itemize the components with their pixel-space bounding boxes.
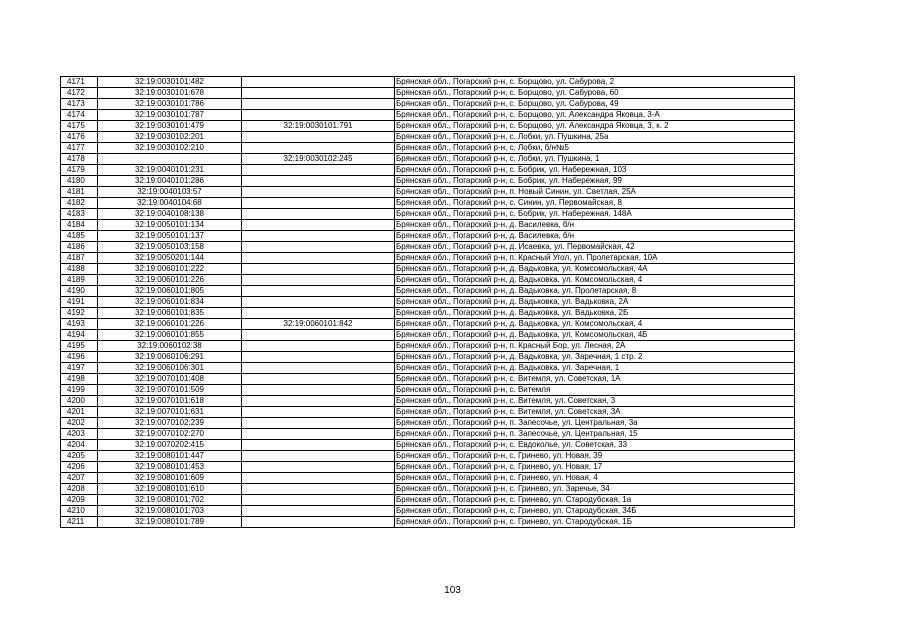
address-cell: Брянская обл., Погарский р-н, с. Гринево, ул. Новая, 17 [395, 462, 795, 473]
table-row [61, 319, 795, 330]
address-cell: Брянская обл., Погарский р-н, д. Вадьковка, ул. Комсомольская, 4А [395, 264, 795, 275]
table-row [61, 297, 795, 308]
secondary-cadastral-number-cell [242, 484, 395, 495]
address-cell: Брянская обл., Погарский р-н, с. Борщово, ул. Александра Яковца, 3-А [395, 110, 795, 121]
row-number-cell: 4194 [61, 330, 98, 341]
address-cell: Брянская обл., Погарский р-н, д. Вадьковка, ул. Вадьковка, 2Б [395, 308, 795, 319]
cadastral-number-cell: 32:19:0070101:631 [98, 407, 242, 418]
address-cell: Брянская обл., Погарский р-н, с. Витемля, ул. Советская, 3А [395, 407, 795, 418]
table-row [61, 77, 795, 88]
cadastral-number-cell: 32:19:0030102:201 [98, 132, 242, 143]
address-cell: Брянская обл., Погарский р-н, с. Гринево, ул. Стародубская, 1а [395, 495, 795, 506]
table-row [61, 352, 795, 363]
cadastral-number-cell: 32:19:0060101:226 [98, 319, 242, 330]
table-row [61, 330, 795, 341]
address-cell: Брянская обл., Погарский р-н, с. Бобрик, ул. Набережная, 103 [395, 165, 795, 176]
address-cell: Брянская обл., Погарский р-н, с. Евдоколье, ул. Советская, 33 [395, 440, 795, 451]
cadastral-number-cell: 32:19:0080101:610 [98, 484, 242, 495]
address-cell: Брянская обл., Погарский р-н, д. Вадьковка, ул. Пролетарская, 8 [395, 286, 795, 297]
table-row [61, 198, 795, 209]
row-number-cell: 4192 [61, 308, 98, 319]
row-number-cell: 4193 [61, 319, 98, 330]
row-number-cell: 4190 [61, 286, 98, 297]
cadastral-number-cell: 32:19:0050101:137 [98, 231, 242, 242]
cadastral-number-cell: 32:19:0060106:291 [98, 352, 242, 363]
row-number-cell: 4176 [61, 132, 98, 143]
table-row [61, 187, 795, 198]
cadastral-number-cell: 32:19:0060101:805 [98, 286, 242, 297]
table-row [61, 242, 795, 253]
address-cell: Брянская обл., Погарский р-н, д. Вадьковка, ул. Заречная, 1 стр. 2 [395, 352, 795, 363]
cadastral-number-cell: 32:19:0030101:482 [98, 77, 242, 88]
row-number-cell: 4173 [61, 99, 98, 110]
address-cell: Брянская обл., Погарский р-н, с. Гринево, ул. Стародубская, 1Б [395, 517, 795, 528]
cadastral-number-cell: 32:19:0070202:415 [98, 440, 242, 451]
address-cell: Брянская обл., Погарский р-н, с. Бобрик, ул. Набережная, 99 [395, 176, 795, 187]
secondary-cadastral-number-cell [242, 473, 395, 484]
table-row [61, 396, 795, 407]
secondary-cadastral-number-cell [242, 88, 395, 99]
cadastral-number-cell: 32:19:0070102:270 [98, 429, 242, 440]
secondary-cadastral-number-cell [242, 451, 395, 462]
secondary-cadastral-number-cell [242, 396, 395, 407]
address-cell: Брянская обл., Погарский р-н, с. Лобки, ул. Пушкина, 25а [395, 132, 795, 143]
secondary-cadastral-number-cell [242, 198, 395, 209]
secondary-cadastral-number-cell [242, 297, 395, 308]
secondary-cadastral-number-cell [242, 253, 395, 264]
row-number-cell: 4203 [61, 429, 98, 440]
table-row [61, 99, 795, 110]
secondary-cadastral-number-cell [242, 341, 395, 352]
cadastral-number-cell: 32:19:0080101:702 [98, 495, 242, 506]
secondary-cadastral-number-cell [242, 143, 395, 154]
table-row [61, 132, 795, 143]
row-number-cell: 4204 [61, 440, 98, 451]
secondary-cadastral-number-cell [242, 495, 395, 506]
row-number-cell: 4189 [61, 275, 98, 286]
address-cell: Брянская обл., Погарский р-н, с. Гринево, ул. Заречье, 34 [395, 484, 795, 495]
row-number-cell: 4186 [61, 242, 98, 253]
table-row [61, 253, 795, 264]
page-number: 103 [444, 585, 461, 596]
row-number-cell: 4184 [61, 220, 98, 231]
row-number-cell: 4179 [61, 165, 98, 176]
table-row [61, 451, 795, 462]
row-number-cell: 4196 [61, 352, 98, 363]
cadastral-number-cell: 32:19:0060101:222 [98, 264, 242, 275]
secondary-cadastral-number-cell [242, 99, 395, 110]
secondary-cadastral-number-cell [242, 440, 395, 451]
cadastral-number-cell: 32:19:0050103:158 [98, 242, 242, 253]
secondary-cadastral-number-cell [242, 462, 395, 473]
table-row [61, 517, 795, 528]
table-row [61, 484, 795, 495]
row-number-cell: 4171 [61, 77, 98, 88]
row-number-cell: 4174 [61, 110, 98, 121]
secondary-cadastral-number-cell [242, 165, 395, 176]
address-cell: Брянская обл., Погарский р-н, с. Синин, ул. Первомайская, 8 [395, 198, 795, 209]
row-number-cell: 4175 [61, 121, 98, 132]
secondary-cadastral-number-cell [242, 374, 395, 385]
cadastral-number-cell: 32:19:0070101:509 [98, 385, 242, 396]
cadastral-number-cell: 32:19:0030101:787 [98, 110, 242, 121]
secondary-cadastral-number-cell [242, 110, 395, 121]
secondary-cadastral-number-cell [242, 275, 395, 286]
secondary-cadastral-number-cell: 32:19:0060101:842 [242, 319, 395, 330]
table-row [61, 407, 795, 418]
row-number-cell: 4191 [61, 297, 98, 308]
cadastral-number-cell: 32:19:0030101:479 [98, 121, 242, 132]
secondary-cadastral-number-cell [242, 264, 395, 275]
cadastral-number-cell: 32:19:0030101:786 [98, 99, 242, 110]
secondary-cadastral-number-cell [242, 209, 395, 220]
row-number-cell: 4187 [61, 253, 98, 264]
row-number-cell: 4178 [61, 154, 98, 165]
secondary-cadastral-number-cell [242, 418, 395, 429]
address-cell: Брянская обл., Погарский р-н, д. Василевка, б/н [395, 231, 795, 242]
address-cell: Брянская обл., Погарский р-н, д. Вадьковка, ул. Вадьковка, 2А [395, 297, 795, 308]
table-row [61, 165, 795, 176]
table-row [61, 440, 795, 451]
address-cell: Брянская обл., Погарский р-н, с. Лобки, ул. Пушкина, 1 [395, 154, 795, 165]
cadastral-number-cell: 32:19:0040104:68 [98, 198, 242, 209]
table-row [61, 264, 795, 275]
row-number-cell: 4210 [61, 506, 98, 517]
secondary-cadastral-number-cell: 32:19:0030101:791 [242, 121, 395, 132]
secondary-cadastral-number-cell [242, 506, 395, 517]
secondary-cadastral-number-cell [242, 242, 395, 253]
secondary-cadastral-number-cell [242, 330, 395, 341]
table-row [61, 110, 795, 121]
table-row [61, 176, 795, 187]
row-number-cell: 4172 [61, 88, 98, 99]
secondary-cadastral-number-cell [242, 187, 395, 198]
address-cell: Брянская обл., Погарский р-н, с. Витемля [395, 385, 795, 396]
secondary-cadastral-number-cell [242, 385, 395, 396]
address-cell: Брянская обл., Погарский р-н, п. Новый Синин, ул. Светлая, 25А [395, 187, 795, 198]
table-row [61, 286, 795, 297]
cadastral-number-cell: 32:19:0080101:789 [98, 517, 242, 528]
row-number-cell: 4177 [61, 143, 98, 154]
address-cell: Брянская обл., Погарский р-н, д. Вадьковка, ул. Заречная, 1 [395, 363, 795, 374]
cadastral-number-cell: 32:19:0080101:447 [98, 451, 242, 462]
row-number-cell: 4211 [61, 517, 98, 528]
cadastral-number-cell: 32:19:0070101:408 [98, 374, 242, 385]
cadastral-number-cell: 32:19:0040103:57 [98, 187, 242, 198]
secondary-cadastral-number-cell [242, 363, 395, 374]
address-cell: Брянская обл., Погарский р-н, п. Запесочье, ул. Центральная, 15 [395, 429, 795, 440]
address-cell: Брянская обл., Погарский р-н, с. Гринево, ул. Новая, 39 [395, 451, 795, 462]
row-number-cell: 4182 [61, 198, 98, 209]
table-row [61, 506, 795, 517]
row-number-cell: 4208 [61, 484, 98, 495]
table-row [61, 363, 795, 374]
table-row [61, 385, 795, 396]
row-number-cell: 4206 [61, 462, 98, 473]
cadastral-number-cell: 32:19:0080101:453 [98, 462, 242, 473]
address-cell: Брянская обл., Погарский р-н, д. Вадьковка, ул. Комсомольская, 4Б [395, 330, 795, 341]
row-number-cell: 4200 [61, 396, 98, 407]
cadastral-number-cell: 32:19:0040108:138 [98, 209, 242, 220]
table-row [61, 231, 795, 242]
table-row [61, 374, 795, 385]
address-cell: Брянская обл., Погарский р-н, д. Вадьковка, ул. Комсомольская, 4 [395, 319, 795, 330]
cadastral-number-cell: 32:19:0050201:144 [98, 253, 242, 264]
secondary-cadastral-number-cell [242, 429, 395, 440]
cadastral-number-cell: 32:19:0080101:703 [98, 506, 242, 517]
cadastral-number-cell: 32:19:0060102:38 [98, 341, 242, 352]
property-table-body [61, 77, 795, 528]
secondary-cadastral-number-cell [242, 132, 395, 143]
row-number-cell: 4207 [61, 473, 98, 484]
cadastral-number-cell: 32:19:0060101:835 [98, 308, 242, 319]
address-cell: Брянская обл., Погарский р-н, с. Витемля, ул. Советская, 3 [395, 396, 795, 407]
secondary-cadastral-number-cell [242, 407, 395, 418]
address-cell: Брянская обл., Погарский р-н, с. Борщово, ул. Александра Яковца, 3, к. 2 [395, 121, 795, 132]
row-number-cell: 4209 [61, 495, 98, 506]
secondary-cadastral-number-cell [242, 286, 395, 297]
secondary-cadastral-number-cell [242, 77, 395, 88]
address-cell: Брянская обл., Погарский р-н, с. Борщово, ул. Сабурова, 49 [395, 99, 795, 110]
row-number-cell: 4181 [61, 187, 98, 198]
secondary-cadastral-number-cell [242, 220, 395, 231]
row-number-cell: 4202 [61, 418, 98, 429]
address-cell: Брянская обл., Погарский р-н, с. Гринево, ул. Стародубская, 34Б [395, 506, 795, 517]
address-cell: Брянская обл., Погарский р-н, с. Витемля, ул. Советская, 1А [395, 374, 795, 385]
table-row [61, 121, 795, 132]
address-cell: Брянская обл., Погарский р-н, п. Запесочье, ул. Центральная, 3а [395, 418, 795, 429]
address-cell: Брянская обл., Погарский р-н, д. Исаевка, ул. Первомайская, 42 [395, 242, 795, 253]
table-row [61, 495, 795, 506]
cadastral-number-cell: 32:19:0060101:834 [98, 297, 242, 308]
table-row [61, 209, 795, 220]
address-cell: Брянская обл., Погарский р-н, с. Борщово, ул. Сабурова, 60 [395, 88, 795, 99]
table-row [61, 418, 795, 429]
row-number-cell: 4185 [61, 231, 98, 242]
address-cell: Брянская обл., Погарский р-н, с. Гринево, ул. Новая, 4 [395, 473, 795, 484]
address-cell: Брянская обл., Погарский р-н, с. Бобрик, ул. Набережная, 148А [395, 209, 795, 220]
cadastral-number-cell: 32:19:0060101:855 [98, 330, 242, 341]
secondary-cadastral-number-cell [242, 176, 395, 187]
secondary-cadastral-number-cell [242, 308, 395, 319]
row-number-cell: 4197 [61, 363, 98, 374]
cadastral-number-cell: 32:19:0060101:226 [98, 275, 242, 286]
cadastral-number-cell: 32:19:0040101:231 [98, 165, 242, 176]
row-number-cell: 4180 [61, 176, 98, 187]
cadastral-number-cell: 32:19:0030101:678 [98, 88, 242, 99]
table-row [61, 143, 795, 154]
cadastral-number-cell: 32:19:0040101:286 [98, 176, 242, 187]
cadastral-number-cell: 32:19:0070101:618 [98, 396, 242, 407]
row-number-cell: 4195 [61, 341, 98, 352]
row-number-cell: 4205 [61, 451, 98, 462]
property-table [60, 76, 795, 528]
table-row [61, 341, 795, 352]
row-number-cell: 4183 [61, 209, 98, 220]
address-cell: Брянская обл., Погарский р-н, п. Красный Бор, ул. Лесная, 2А [395, 341, 795, 352]
address-cell: Брянская обл., Погарский р-н, д. Вадьковка, ул. Комсомольская, 4 [395, 275, 795, 286]
table-row [61, 462, 795, 473]
cadastral-number-cell: 32:19:0050101:134 [98, 220, 242, 231]
secondary-cadastral-number-cell: 32:19:0030102:245 [242, 154, 395, 165]
secondary-cadastral-number-cell [242, 352, 395, 363]
table-row [61, 220, 795, 231]
address-cell: Брянская обл., Погарский р-н, д. Василевка, б/н [395, 220, 795, 231]
table-row [61, 429, 795, 440]
table-row [61, 275, 795, 286]
row-number-cell: 4188 [61, 264, 98, 275]
table-row [61, 154, 795, 165]
table-row [61, 473, 795, 484]
cadastral-number-cell: 32:19:0060106:301 [98, 363, 242, 374]
address-cell: Брянская обл., Погарский р-н, с. Борщово, ул. Сабурова, 2 [395, 77, 795, 88]
cadastral-number-cell: 32:19:0070102:239 [98, 418, 242, 429]
row-number-cell: 4201 [61, 407, 98, 418]
row-number-cell: 4199 [61, 385, 98, 396]
table-row [61, 88, 795, 99]
row-number-cell: 4198 [61, 374, 98, 385]
secondary-cadastral-number-cell [242, 231, 395, 242]
cadastral-number-cell: 32:19:0080101:609 [98, 473, 242, 484]
cadastral-number-cell: 32:19:0030102:210 [98, 143, 242, 154]
cadastral-number-cell [98, 154, 242, 165]
address-cell: Брянская обл., Погарский р-н, п. Красный Угол, ул. Пролетарская, 10А [395, 253, 795, 264]
address-cell: Брянская обл., Погарский р-н, с. Лобки, б/н№5 [395, 143, 795, 154]
secondary-cadastral-number-cell [242, 517, 395, 528]
table-row [61, 308, 795, 319]
